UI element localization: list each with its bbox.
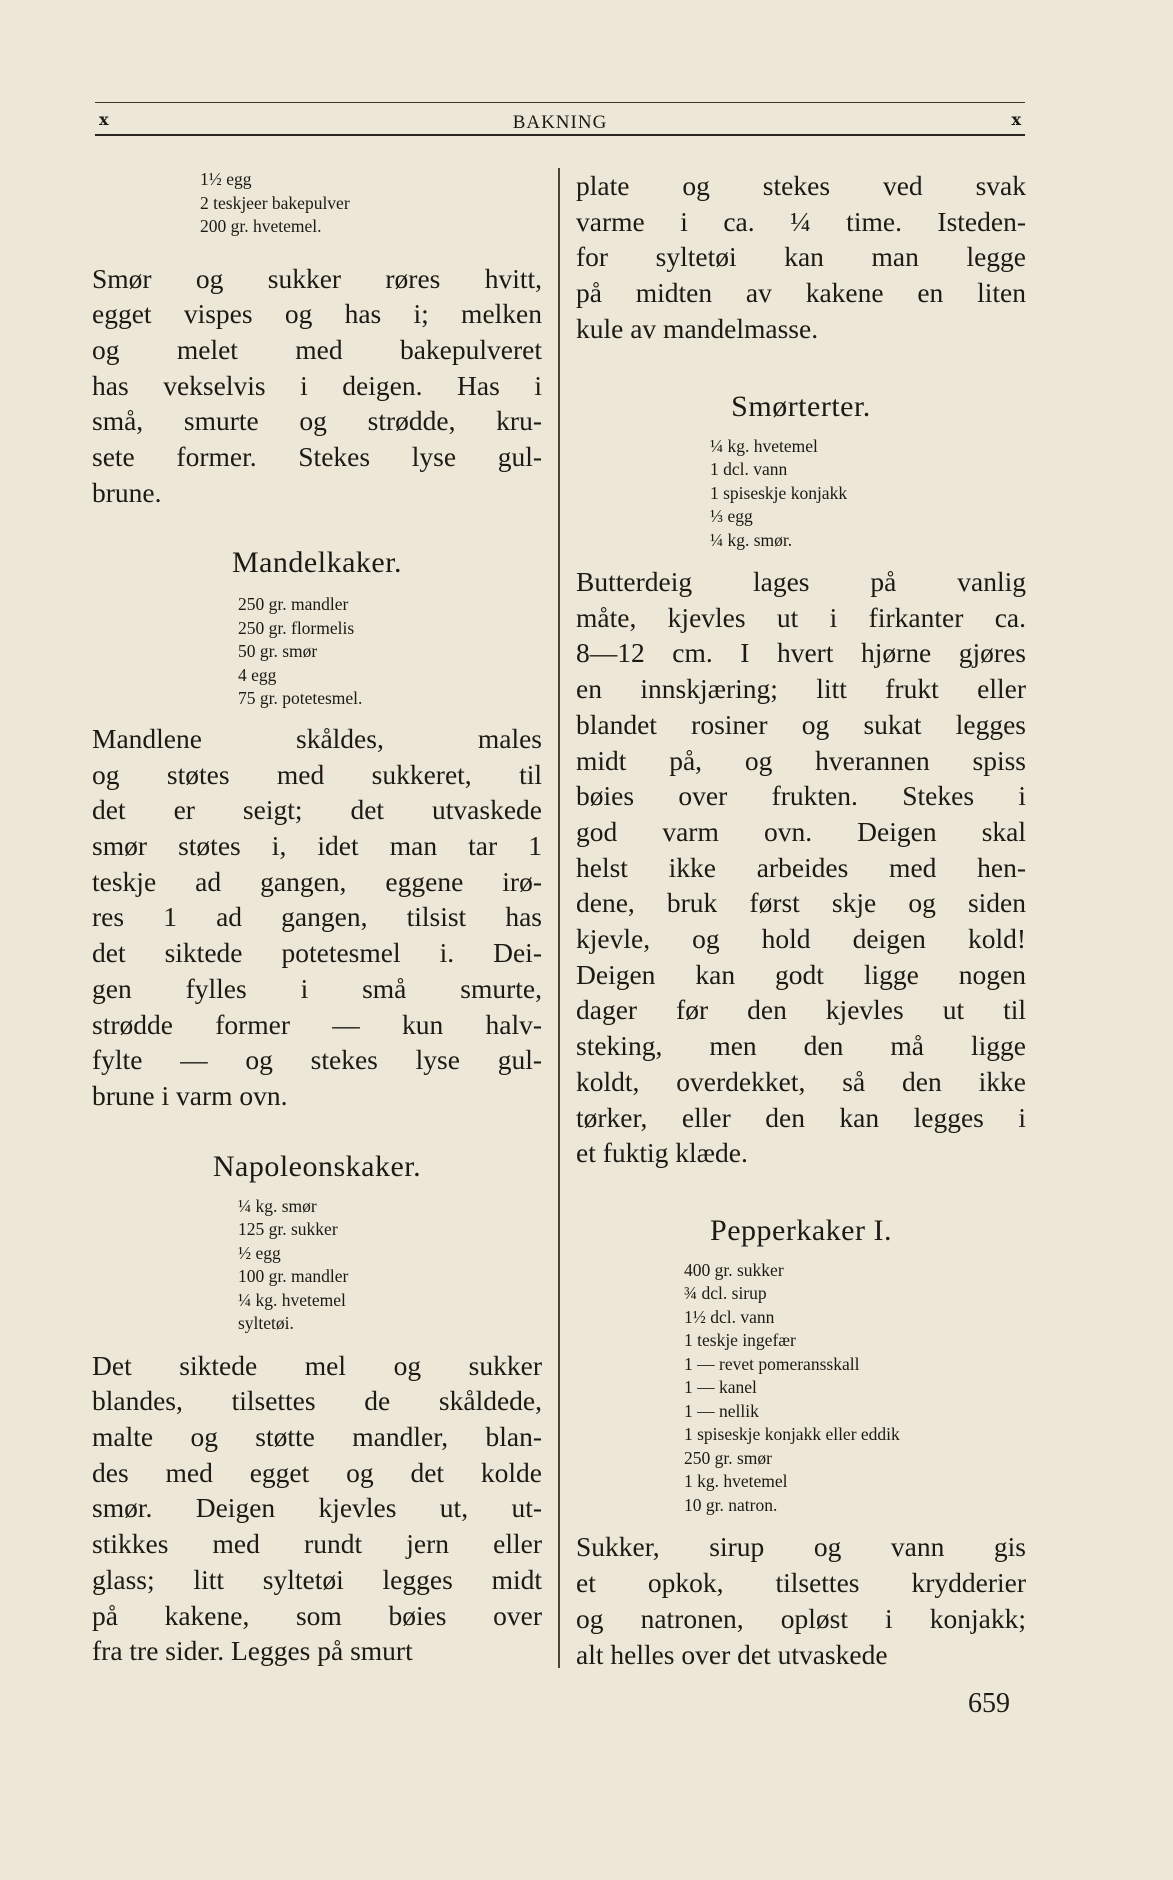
ingredient-list [238, 1195, 542, 1336]
ingredient-item: 100 gr. mandler [238, 1266, 349, 1287]
recipe-paragraph [576, 1529, 1026, 1672]
text-line: Sukker, sirup og vann gis [576, 1531, 1026, 1563]
ingredient-item: 50 gr. smør [238, 641, 318, 662]
ingredient-item: 75 gr. potetesmel. [238, 688, 363, 709]
text-line: et fuktig klæde. [576, 1137, 748, 1169]
ingredient-item: ⅓ egg [710, 506, 753, 527]
ingredient-item: 1 — kanel [684, 1377, 757, 1398]
text-line: Butterdeig lages på vanlig [576, 566, 1026, 598]
ingredient-list [238, 593, 542, 711]
ingredient-item: ½ egg [238, 1242, 281, 1263]
text-line: smør støtes i, idet man tar 1 [92, 830, 542, 862]
ingredient-item: 4 egg [238, 664, 277, 685]
ingredient-item: 1 spiseskje konjakk eller eddik [684, 1424, 900, 1445]
text-line: malte og støtte mandler, blan- [92, 1421, 542, 1453]
ingredient-item: 10 gr. natron. [684, 1494, 778, 1515]
text-line: dene, bruk først skje og siden [576, 887, 1026, 919]
ingredient-item: ¼ kg. smør [238, 1195, 317, 1216]
ingredient-item: ¼ kg. smør. [710, 529, 793, 550]
text-line: egget vispes og has i; melken [92, 298, 542, 330]
text-line: Deigen kan godt ligge nogen [576, 958, 1026, 990]
text-line: varme i ca. ¼ time. Isteden- [576, 205, 1026, 237]
recipe-heading: Mandelkaker. [231, 546, 403, 580]
text-line: brune. [92, 476, 162, 508]
ingredient-list [710, 435, 1026, 553]
ingredient-item: ¼ kg. hvetemel [710, 435, 818, 456]
text-line: og natronen, opløst i konjakk; [576, 1602, 1026, 1634]
text-line: tørker, eller den kan legges i [576, 1101, 1026, 1133]
text-line: teskje ad gangen, eggene irø- [92, 865, 542, 897]
column-divider [558, 168, 560, 1668]
text-line: des med egget og det kolde [92, 1456, 542, 1488]
ingredient-list [684, 1259, 1026, 1518]
ingredient-item: 1 teskje ingefær [684, 1330, 796, 1351]
recipe-paragraph [576, 564, 1026, 1171]
text-line: res 1 ad gangen, tilsist has [92, 901, 542, 933]
text-line: smør. Deigen kjevles ut, ut- [92, 1492, 542, 1524]
ingredient-item: 200 gr. hvetemel. [200, 216, 322, 236]
text-line: små, smurte og strødde, kru- [92, 405, 542, 437]
recipe-heading: Pepperkaker I. [710, 1213, 892, 1247]
text-line: blandes, tilsettes de skåldede, [92, 1385, 542, 1417]
text-line: på midten av kakene en liten [576, 277, 1026, 309]
text-line: helst ikke arbeides med hen- [576, 851, 1026, 883]
ingredient-list [200, 168, 542, 239]
recipe-heading: Napoleonskaker. [212, 1149, 422, 1183]
text-line: et opkok, tilsettes krydderier [576, 1567, 1026, 1599]
ingredient-item: 1 spiseskje konjakk [710, 482, 848, 503]
right-column [576, 168, 1026, 1672]
text-line: has vekselvis i deigen. Has i [92, 369, 542, 401]
ingredient-item: 1 — revet pomeransskall [684, 1353, 860, 1374]
ingredient-item: 1 kg. hvetemel [684, 1471, 788, 1492]
ingredient-item: 400 gr. sukker [684, 1259, 784, 1280]
page-number: 659 [968, 1688, 1010, 1719]
text-line: sete former. Stekes lyse gul- [92, 441, 542, 473]
ingredient-item: ¾ dcl. sirup [684, 1283, 767, 1304]
text-line: en innskjæring; litt frukt eller [576, 673, 1026, 705]
text-line: strødde former — kun halv- [92, 1008, 542, 1040]
text-line: plate og stekes ved svak [576, 170, 1026, 201]
ingredient-item: ¼ kg. hvetemel [238, 1289, 346, 1310]
text-line: kule av mandelmasse. [576, 312, 819, 344]
ingredient-item: 2 teskjeer bakepulver [200, 192, 350, 213]
text-line: Mandlene skåldes, males [92, 722, 542, 754]
text-line: gen fylles i små smurte, [92, 972, 542, 1004]
recipe-paragraph [576, 168, 1026, 347]
text-line: steking, men den må ligge [576, 1030, 1026, 1062]
text-line: på kakene, som bøies over [92, 1599, 542, 1631]
text-line: 8—12 cm. I hvert hjørne gjøres [576, 637, 1026, 669]
ingredient-item: 250 gr. mandler [238, 594, 349, 615]
text-line: midt på, og hverannen spiss [576, 744, 1026, 776]
text-line: fylte — og stekes lyse gul- [92, 1044, 542, 1076]
text-line: kjevle, og hold deigen kold! [576, 923, 1026, 955]
ingredient-item: 250 gr. smør [684, 1447, 772, 1468]
text-line: stikkes med rundt jern eller [92, 1528, 542, 1560]
text-line: glass; litt syltetøi legges midt [92, 1563, 542, 1595]
header-left-ornament: x [99, 110, 109, 129]
left-column [92, 168, 542, 1669]
header-rule [95, 102, 1025, 103]
ingredient-item: 250 gr. flormelis [238, 617, 355, 638]
header-right-ornament: x [1011, 110, 1021, 129]
recipe-paragraph [92, 721, 542, 1114]
text-line: og støtes med sukkeret, til [92, 758, 542, 790]
text-line: og melet med bakepulveret [92, 333, 542, 365]
ingredient-item: 125 gr. sukker [238, 1219, 338, 1240]
ingredient-item: 1½ egg [200, 169, 252, 189]
ingredient-item: 1 dcl. vann [710, 459, 788, 480]
text-line: blandet rosiner og sukat legges [576, 708, 1026, 740]
text-line: for syltetøi kan man legge [576, 241, 1026, 273]
recipe-paragraph [92, 1348, 542, 1669]
text-line: måte, kjevles ut i firkanter ca. [576, 601, 1026, 633]
ingredient-item: 1½ dcl. vann [684, 1306, 775, 1327]
ingredient-item: 1 — nellik [684, 1400, 759, 1421]
recipe-heading: Smørterter. [731, 389, 871, 423]
text-line: dager før den kjevles ut til [576, 994, 1026, 1026]
text-line: Smør og sukker røres hvitt, [92, 262, 542, 294]
text-line: det er seigt; det utvaskede [92, 794, 542, 826]
text-line: brune i varm ovn. [92, 1079, 288, 1111]
text-line: Det siktede mel og sukker [92, 1349, 542, 1381]
text-line: alt helles over det utvaskede [576, 1638, 888, 1670]
text-line: det siktede potetesmel i. Dei- [92, 937, 542, 969]
recipe-paragraph [92, 261, 542, 511]
text-line: bøies over frukten. Stekes i [576, 780, 1026, 812]
text-line: koldt, overdekket, så den ikke [576, 1065, 1026, 1097]
header-title: BAKNING [512, 112, 608, 133]
running-header [95, 104, 1025, 136]
text-line: fra tre sider. Legges på smurt [92, 1635, 413, 1667]
ingredient-item: syltetøi. [238, 1313, 294, 1334]
text-line: god varm ovn. Deigen skal [576, 815, 1026, 847]
